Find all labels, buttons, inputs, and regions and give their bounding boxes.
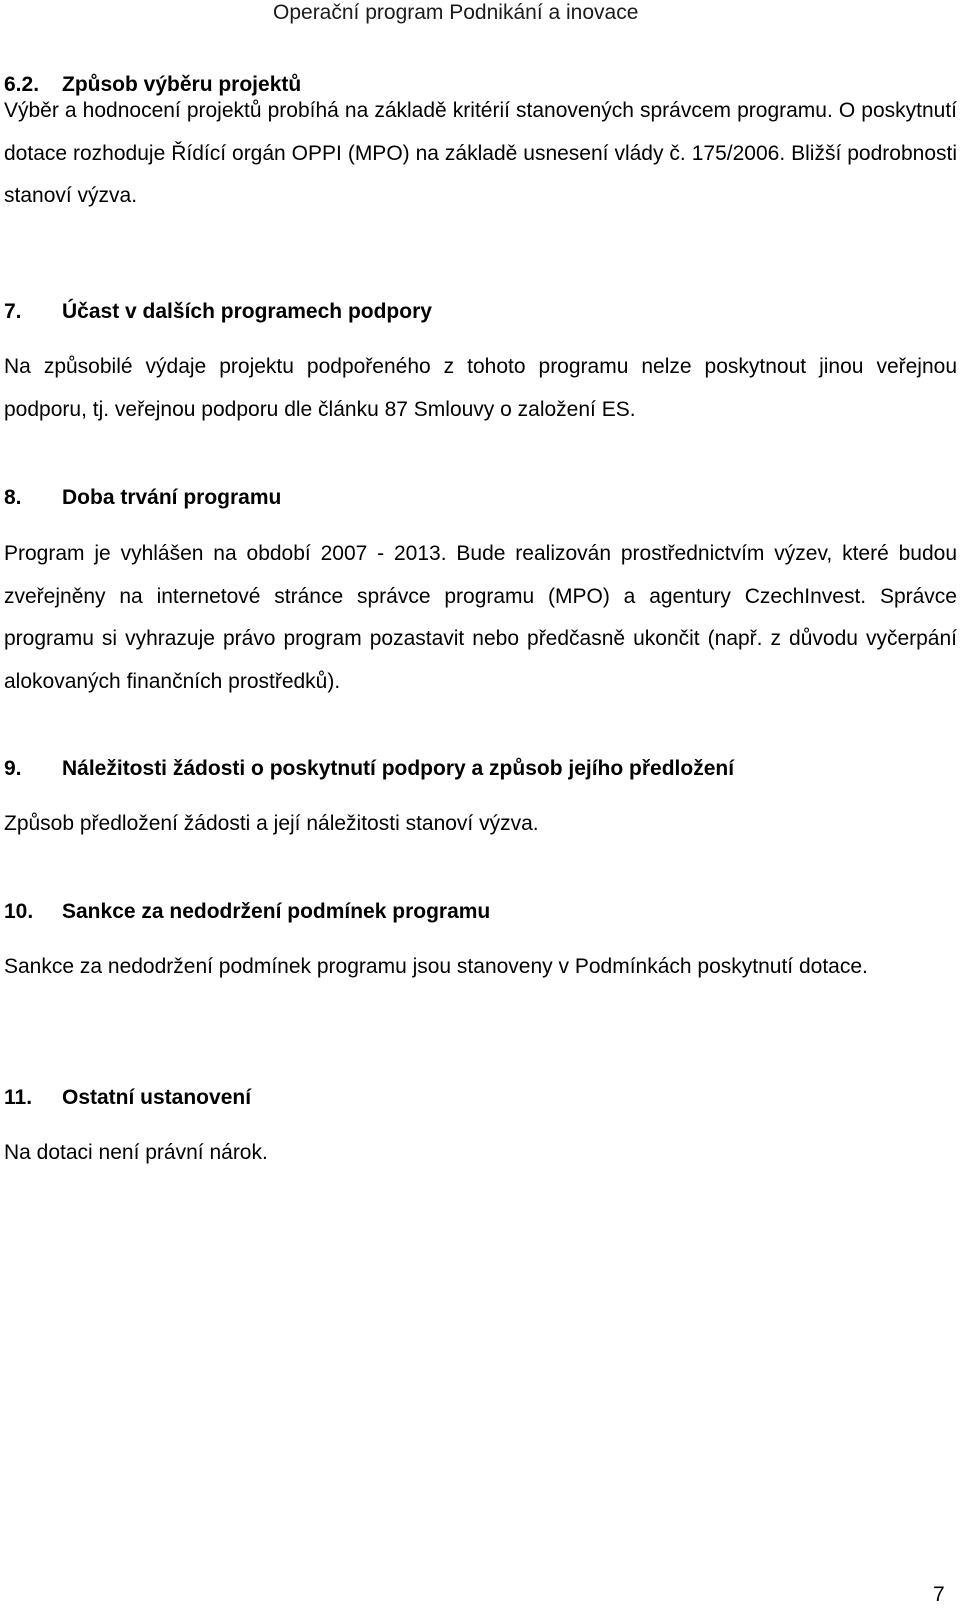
section-title: Náležitosti žádosti o poskytnutí podpory a způsob jejího předložení xyxy=(62,757,735,780)
section-text-6-2: Výběr a hodnocení projektů probíhá na základě kritérií stanovených správcem programu. O poskytnutí dotace rozhoduje Řídící orgán OPPI (MPO) na základě usnesení vlády č. 175/2006. Bližší podrobnosti stanoví výzva. xyxy=(4,99,957,207)
section-heading-10 xyxy=(4,899,490,925)
section-number: 8. xyxy=(4,486,22,509)
section-text-10: Sankce za nedodržení podmínek programu jsou stanoveny v Podmínkách poskytnutí dotace. xyxy=(4,955,868,978)
section-heading-11 xyxy=(4,1085,251,1111)
section-text-9: Způsob předložení žádosti a její náležitosti stanoví výzva. xyxy=(4,812,539,835)
section-title: Způsob výběru projektů xyxy=(62,73,302,96)
section-title: Sankce za nedodržení podmínek programu xyxy=(62,900,491,923)
section-text-7: Na způsobilé výdaje projektu podpořeného z tohoto programu nelze poskytnout jinou veřejnou podporu, tj. veřejnou podporu dle článku 87 Smlouvy o založení ES. xyxy=(4,355,957,421)
section-text-11: Na dotaci není právní nárok. xyxy=(4,1141,268,1164)
section-title: Doba trvání programu xyxy=(62,486,282,509)
section-title: Ostatní ustanovení xyxy=(62,1086,252,1109)
section-heading-8 xyxy=(4,485,281,511)
section-number: 7. xyxy=(4,300,22,323)
section-number: 10. xyxy=(4,900,34,923)
section-text-8: Program je vyhlášen na období 2007 - 2013. Bude realizován prostřednictvím výzev, které budou zveřejněny na internetové stránce správce programu (MPO) a agentury CzechInvest. Správce programu si vyhrazuje právo program pozastavit nebo předčasně ukončit (např. z důvodu vyčerpání alokovaných finančních prostředků). xyxy=(4,542,957,693)
section-title: Účast v dalších programech podpory xyxy=(62,300,432,323)
section-heading-7 xyxy=(4,299,432,325)
running-header: Operační program Podnikání a inovace xyxy=(273,1,639,24)
page-number: 7 xyxy=(933,1583,945,1606)
section-heading-9 xyxy=(4,756,734,782)
section-number: 6.2. xyxy=(4,73,40,96)
section-number: 11. xyxy=(4,1086,33,1109)
section-number: 9. xyxy=(4,757,22,780)
